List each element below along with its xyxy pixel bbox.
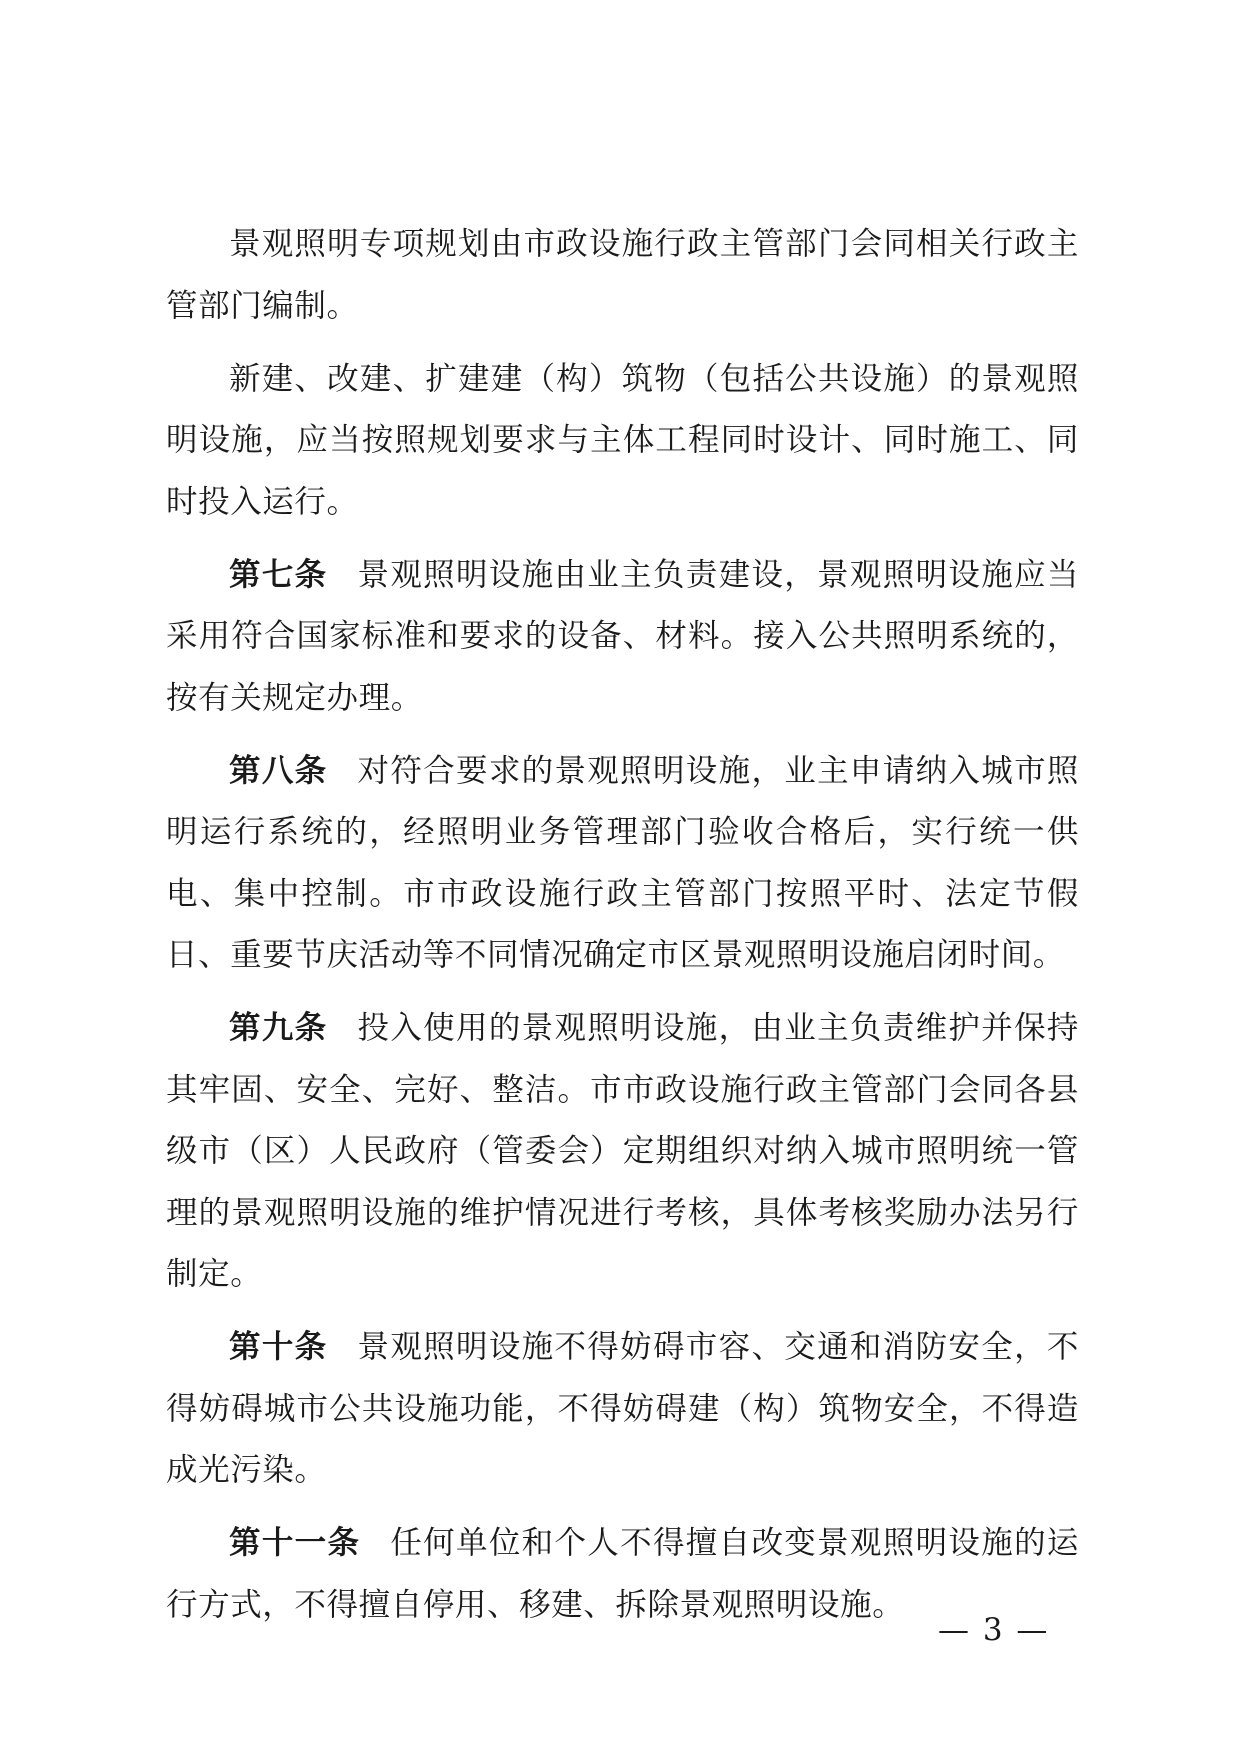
article-9	[166, 998, 1079, 1306]
paragraph-1	[166, 214, 1079, 337]
article-8-text: 对符合要求的景观照明设施，业主申请纳入城市照明运行系统的，经照明业务管理部门验收合格后，实行统一供电、集中控制。市市政设施行政主管部门按照平时、法定节假日、重要节庆活动等不同情况确定市区景观照明设施启闭时间。	[166, 752, 1080, 973]
article-7-heading: 第七条	[229, 556, 328, 593]
page-number: — 3 —	[938, 1612, 1050, 1648]
article-11-heading: 第十一条	[229, 1525, 361, 1561]
paragraph-2-text: 新建、改建、扩建建（构）筑物（包括公共设施）的景观照明设施，应当按照规划要求与主体工程同时设计、同时施工、同时投入运行。	[166, 360, 1079, 520]
article-8-heading: 第八条	[229, 752, 328, 789]
article-7	[166, 545, 1079, 730]
paragraph-1-text: 景观照明专项规划由市政设施行政主管部门会同相关行政主管部门编制。	[166, 226, 1079, 324]
article-10	[166, 1317, 1079, 1502]
article-11-text: 任何单位和个人不得擅自改变景观照明设施的运行方式，不得擅自停用、移建、拆除景观照明设施。	[166, 1525, 1080, 1623]
article-9-heading: 第九条	[229, 1010, 328, 1046]
article-10-text: 景观照明设施不得妨碍市容、交通和消防安全，不得妨碍城市公共设施功能，不得妨碍建（构）筑物安全，不得造成光污染。	[166, 1329, 1080, 1488]
document-body	[166, 214, 1079, 1636]
paragraph-2	[166, 349, 1079, 534]
article-7-text: 景观照明设施由业主负责建设，景观照明设施应当采用符合国家标准和要求的设备、材料。接入公共照明系统的，按有关规定办理。	[166, 556, 1080, 716]
article-10-heading: 第十条	[229, 1329, 328, 1365]
article-9-text: 投入使用的景观照明设施，由业主负责维护并保持其牢固、安全、完好、整洁。市市政设施行政主管部门会同各县级市（区）人民政府（管委会）定期组织对纳入城市照明统一管理的景观照明设施的维护情况进行考核，具体考核奖励办法另行制定。	[166, 1010, 1080, 1292]
article-8	[166, 741, 1079, 987]
